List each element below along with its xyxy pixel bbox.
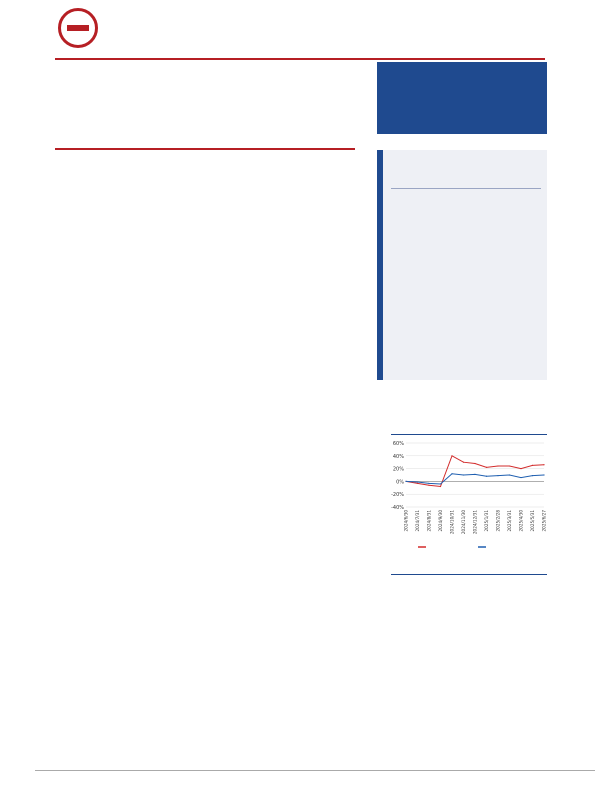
x-tick-label: 2025/1/31 [484,510,489,532]
series-point [428,483,429,484]
sidebar-accent [377,150,383,380]
series-point [417,481,418,482]
series-line-0 [406,456,544,487]
logo-icon [58,8,98,48]
series-line-1 [406,474,544,484]
series-point [509,474,510,475]
series-point [520,477,521,478]
x-tick-label: 2024/11/30 [461,510,466,535]
series-point [520,468,521,469]
y-tick-label: -40% [391,505,404,511]
series-point [486,467,487,468]
x-tick-label: 2025/3/31 [507,510,512,532]
series-point [497,465,498,466]
series-point [451,455,452,456]
series-point [543,464,544,465]
x-tick-label: 2024/9/30 [438,510,443,532]
series-point [440,486,441,487]
header-rule [55,58,545,60]
x-tick-label: 2025/2/28 [495,510,501,532]
market-chart-rule [391,434,547,435]
x-tick-label: 2024/12/31 [472,510,478,535]
y-tick-label: -20% [391,492,404,499]
series-point [543,474,544,475]
x-tick-label: 2024/6/30 [403,510,409,532]
y-tick-label: 60% [392,441,404,447]
sidebar-rule [391,188,541,189]
x-tick-label: 2025/4/30 [518,510,524,532]
y-tick-label: 40% [392,453,404,460]
related-rule [391,574,547,575]
series-point [417,483,418,484]
y-tick-label: 20% [392,466,404,473]
x-tick-label: 2024/10/31 [449,510,455,535]
series-point [405,481,406,482]
title-rule [55,148,355,150]
series-point [463,474,464,475]
series-point [497,475,498,476]
sector-badge [377,62,547,134]
series-point [474,474,475,475]
x-tick-label: 2024/8/31 [426,510,432,532]
series-point [532,475,533,476]
series-point [509,465,510,466]
series-point [463,462,464,463]
series-point [486,476,487,477]
series-point [532,465,533,466]
x-tick-label: 2024/7/31 [415,510,420,532]
market-chart [388,437,548,552]
y-tick-label: 0% [396,479,404,486]
series-point [474,463,475,464]
sidebar-panel [377,150,547,380]
x-tick-label: 2025/5/31 [530,510,535,532]
series-point [440,483,441,484]
footer-rule [35,770,595,771]
series-point [428,485,429,486]
x-tick-label: 2025/6/27 [541,510,547,532]
series-point [451,473,452,474]
